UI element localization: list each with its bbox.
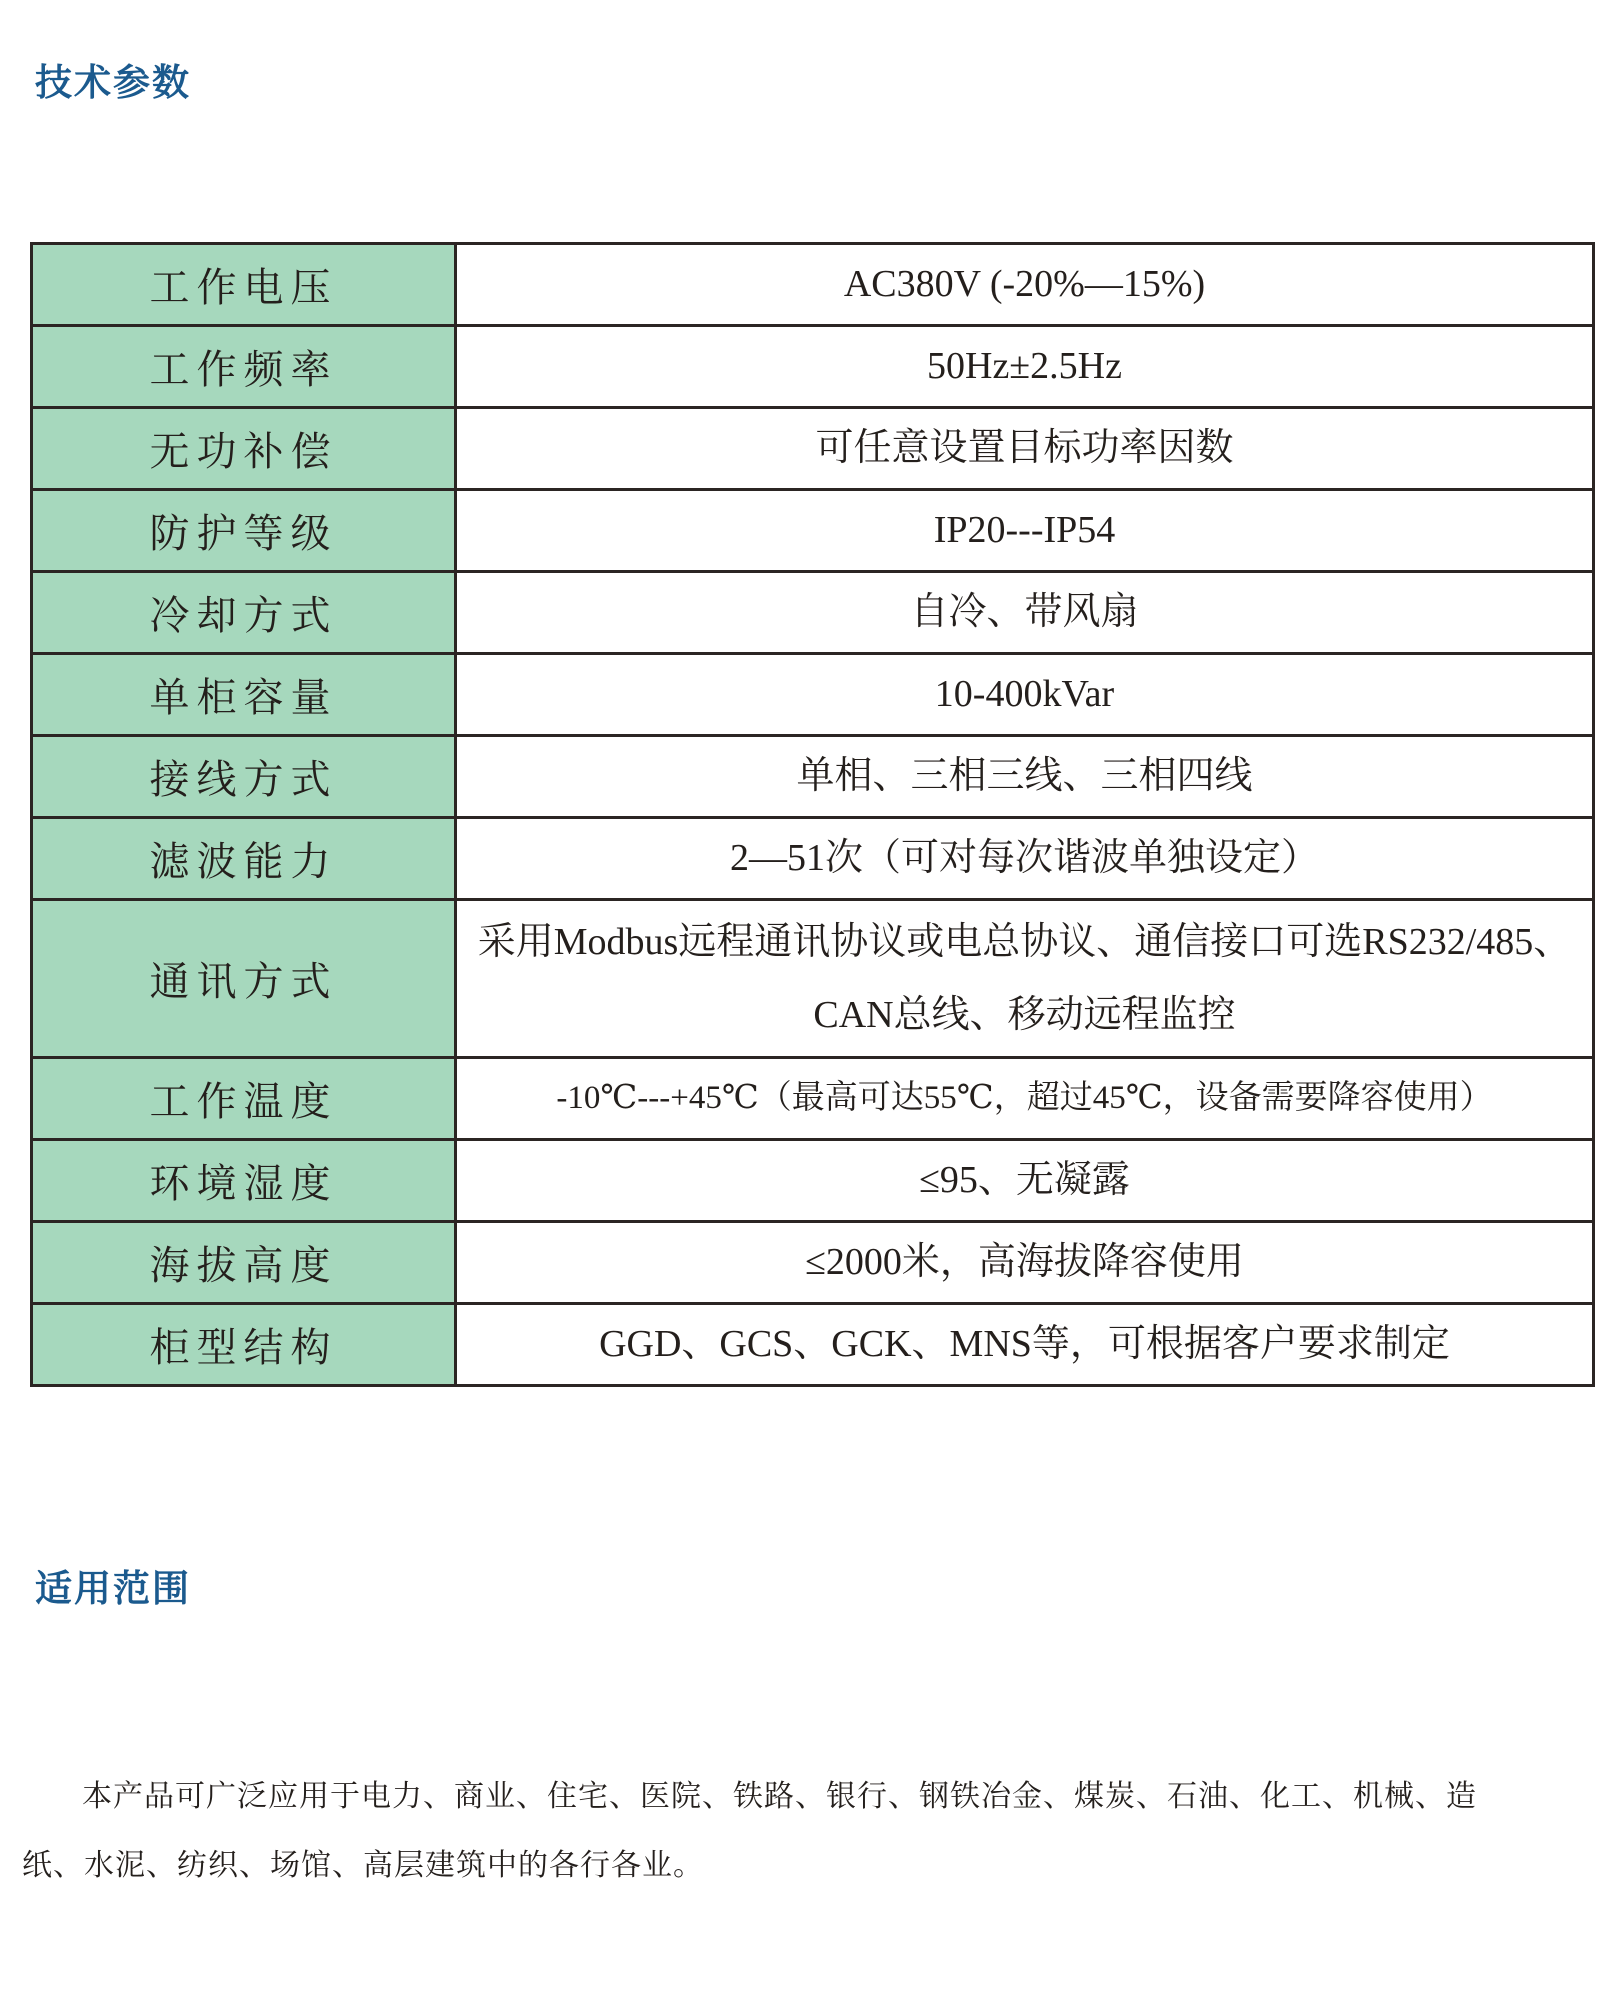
- spec-row: [32, 900, 1594, 1058]
- spec-label: 冷却方式: [32, 572, 456, 654]
- spec-row: [32, 572, 1594, 654]
- spec-value: IP20---IP54: [456, 490, 1594, 572]
- spec-value: 可任意设置目标功率因数: [456, 408, 1594, 490]
- spec-row: [32, 818, 1594, 900]
- spec-label: 接线方式: [32, 736, 456, 818]
- spec-value: 10-400kVar: [456, 654, 1594, 736]
- spec-label: 柜型结构: [32, 1304, 456, 1386]
- spec-row: [32, 490, 1594, 572]
- spec-label: 无功补偿: [32, 408, 456, 490]
- spec-value: AC380V (-20%—15%): [456, 244, 1594, 326]
- spec-row: [32, 654, 1594, 736]
- application-paragraph: 本产品可广泛应用于电力、商业、住宅、医院、铁路、银行、钢铁冶金、煤炭、石油、化工、机械、造纸、水泥、纺织、场馆、高层建筑中的各行各业。: [22, 1780, 1477, 1882]
- spec-value: 自冷、带风扇: [456, 572, 1594, 654]
- spec-value: ≤2000米，高海拔降容使用: [456, 1222, 1594, 1304]
- spec-label: 通讯方式: [32, 900, 456, 1058]
- spec-label: 工作频率: [32, 326, 456, 408]
- spec-value: 2—51次（可对每次谐波单独设定）: [456, 818, 1594, 900]
- spec-row: [32, 1058, 1594, 1140]
- spec-row: [32, 408, 1594, 490]
- tech-params-heading: 技术参数: [35, 62, 191, 103]
- spec-label: 工作温度: [32, 1058, 456, 1140]
- spec-table: [30, 242, 1595, 1387]
- spec-label: 工作电压: [32, 244, 456, 326]
- spec-value: -10℃---+45℃（最高可达55℃，超过45℃，设备需要降容使用）: [456, 1058, 1594, 1140]
- spec-row: [32, 1140, 1594, 1222]
- spec-row: [32, 736, 1594, 818]
- spec-row: [32, 1222, 1594, 1304]
- spec-row: [32, 244, 1594, 326]
- spec-label: 海拔高度: [32, 1222, 456, 1304]
- spec-label: 防护等级: [32, 490, 456, 572]
- spec-label: 滤波能力: [32, 818, 456, 900]
- spec-row: [32, 1304, 1594, 1386]
- spec-value: 单相、三相三线、三相四线: [456, 736, 1594, 818]
- spec-label: 环境湿度: [32, 1140, 456, 1222]
- spec-row: [32, 326, 1594, 408]
- spec-value: 50Hz±2.5Hz: [456, 326, 1594, 408]
- spec-value: ≤95、无凝露: [456, 1140, 1594, 1222]
- spec-label: 单柜容量: [32, 654, 456, 736]
- spec-value: 采用Modbus远程通讯协议或电总协议、通信接口可选RS232/485、CAN总线、移动远程监控: [456, 900, 1594, 1058]
- application-scope-heading: 适用范围: [35, 1568, 191, 1609]
- spec-value: GGD、GCS、GCK、MNS等，可根据客户要求制定: [456, 1304, 1594, 1386]
